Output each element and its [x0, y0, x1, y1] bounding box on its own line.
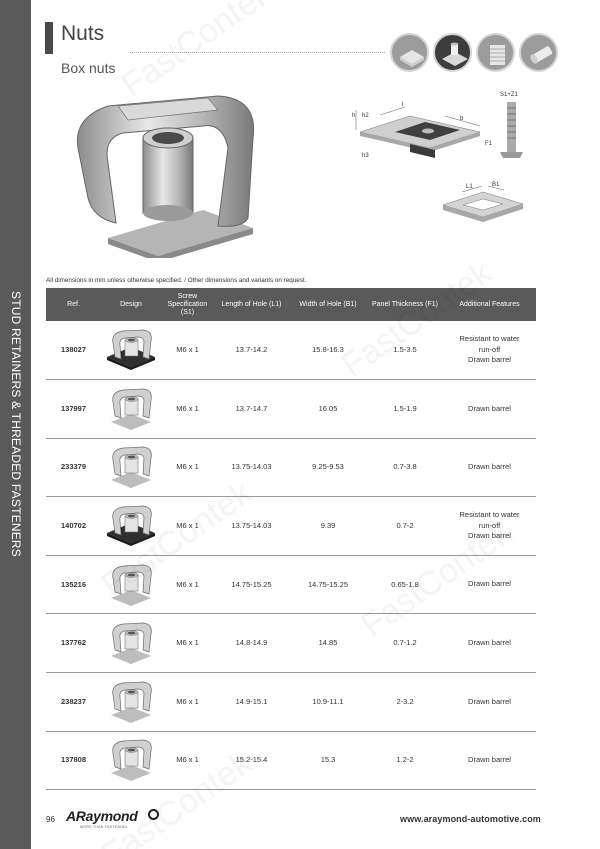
hole-length-cell: 15.2-15.4 — [214, 731, 289, 790]
features-cell — [443, 614, 536, 673]
table-row — [46, 497, 536, 556]
column-header: Width of Hole (B1) — [289, 288, 367, 321]
table-header-row — [46, 288, 536, 321]
design-cell — [101, 438, 161, 497]
dim-label-l: l — [402, 102, 404, 108]
title-divider — [130, 52, 385, 53]
features-cell — [443, 321, 536, 380]
column-header: Design — [101, 288, 161, 321]
features-cell — [443, 731, 536, 790]
table-row — [46, 614, 536, 673]
brand-tagline: MORE THAN FASTENING — [80, 825, 128, 829]
column-header: Ref. — [46, 288, 101, 321]
feature-line: run-off — [478, 520, 501, 530]
box-nut-clip-image — [103, 386, 159, 432]
design-cell — [101, 731, 161, 790]
ref-cell: 140702 — [46, 497, 101, 556]
dim-label-f1: F1 — [485, 141, 493, 147]
dim-label-s1-z1: S1+Z1 — [500, 92, 518, 98]
table-row — [46, 438, 536, 497]
hole-width-cell: 15.8-16.3 — [289, 321, 367, 380]
screw-spec-cell: M6 x 1 — [161, 614, 214, 673]
page-title: Nuts — [61, 22, 105, 45]
hole-length-cell: 13.75-14.03 — [214, 438, 289, 497]
dim-label-h3: h3 — [362, 153, 369, 159]
hole-length-cell: 13.7-14.7 — [214, 380, 289, 439]
page-number: 96 — [46, 815, 55, 824]
ref-cell: 137808 — [46, 731, 101, 790]
panel-thickness-cell: 0.7-1.2 — [367, 614, 443, 673]
box-nut-clip-image — [103, 737, 159, 783]
box-nut-clip-image — [103, 562, 159, 608]
design-cell — [101, 497, 161, 556]
screw-spec-cell: M6 x 1 — [161, 380, 214, 439]
table-row — [46, 380, 536, 439]
features-cell — [443, 555, 536, 614]
box-nut-clip-image — [103, 679, 159, 725]
hole-length-cell: 14.75-15.25 — [214, 555, 289, 614]
table-body — [46, 321, 536, 790]
brand-logo: ARaymond — [66, 808, 138, 824]
feature-line: Drawn barrel — [468, 755, 511, 765]
features-cell — [443, 497, 536, 556]
title-accent-bar — [45, 22, 53, 54]
hole-width-cell: 9.39 — [289, 497, 367, 556]
hole-width-cell: 15.3 — [289, 731, 367, 790]
hole-length-cell: 13.7-14.2 — [214, 321, 289, 380]
hole-width-cell: 14.85 — [289, 614, 367, 673]
hole-width-cell: 14.75-15.25 — [289, 555, 367, 614]
features-cell — [443, 438, 536, 497]
feature-line: Resistant to water — [459, 334, 520, 344]
panel-thickness-cell: 0.65-1.8 — [367, 555, 443, 614]
panel-thickness-cell: 0.7-2 — [367, 497, 443, 556]
table-row — [46, 731, 536, 790]
box-nut-dark-base-image — [103, 503, 159, 549]
dim-label-h2: h2 — [362, 113, 369, 119]
feature-line: Drawn barrel — [468, 462, 511, 472]
screw-spec-cell: M6 x 1 — [161, 555, 214, 614]
table-row — [46, 673, 536, 732]
feature-line: Drawn barrel — [468, 579, 511, 589]
features-cell — [443, 673, 536, 732]
ref-cell: 233379 — [46, 438, 101, 497]
dim-label-b: b — [460, 116, 464, 122]
hole-length-cell: 14.8-14.9 — [214, 614, 289, 673]
table-row — [46, 555, 536, 614]
panel-thickness-cell: 1.5-3.5 — [367, 321, 443, 380]
feature-line: Drawn barrel — [468, 355, 511, 365]
design-cell — [101, 321, 161, 380]
hole-width-cell: 9.25-9.53 — [289, 438, 367, 497]
hole-width-cell: 10.9-11.1 — [289, 673, 367, 732]
dim-label-b1: B1 — [492, 182, 500, 188]
ref-cell: 135216 — [46, 555, 101, 614]
feature-line: Drawn barrel — [468, 696, 511, 706]
box-nut-hero-image — [68, 88, 268, 258]
nut-icon — [433, 33, 472, 72]
panel-icon — [390, 33, 429, 72]
column-header: Panel Thickness (F1) — [367, 288, 443, 321]
feature-line: run-off — [478, 344, 501, 354]
column-header: Screw Specification (S1) — [161, 288, 214, 321]
features-cell — [443, 380, 536, 439]
side-section-label: STUD RETAINERS & THREADED FASTENERS — [9, 291, 23, 557]
hole-length-cell: 13.75-14.03 — [214, 497, 289, 556]
dimension-diagram — [350, 90, 540, 180]
dim-label-l1: L1 — [466, 184, 473, 190]
ref-cell: 238237 — [46, 673, 101, 732]
side-band — [0, 0, 31, 849]
hole-length-cell: 14.9-15.1 — [214, 673, 289, 732]
feature-line: Drawn barrel — [468, 403, 511, 413]
feature-line: Drawn barrel — [468, 638, 511, 648]
hole-width-cell: 16.05 — [289, 380, 367, 439]
design-cell — [101, 555, 161, 614]
threaded-fastener-icon — [476, 33, 515, 72]
screw-spec-cell: M6 x 1 — [161, 438, 214, 497]
dimensions-footnote: All dimensions in mm unless otherwise specified. / Other dimensions and variants on request. — [46, 277, 307, 284]
panel-thickness-cell: 2-3.2 — [367, 673, 443, 732]
feature-line: Drawn barrel — [468, 531, 511, 541]
stud-icon — [519, 33, 558, 72]
screw-spec-cell: M6 x 1 — [161, 321, 214, 380]
box-nut-clip-image — [103, 444, 159, 490]
box-nut-clip-image — [103, 620, 159, 666]
design-cell — [101, 673, 161, 732]
category-icons — [390, 33, 558, 72]
brand-logo-icon — [148, 809, 159, 820]
website-link[interactable]: www.araymond-automotive.com — [400, 814, 541, 824]
box-nut-dark-base-image — [103, 327, 159, 373]
ref-cell: 138027 — [46, 321, 101, 380]
page-subtitle: Box nuts — [61, 60, 116, 76]
panel-thickness-cell: 0.7-3.8 — [367, 438, 443, 497]
spec-table — [46, 288, 536, 790]
column-header: Additional Features — [443, 288, 536, 321]
screw-spec-cell: M6 x 1 — [161, 497, 214, 556]
ref-cell: 137997 — [46, 380, 101, 439]
panel-thickness-cell: 1.2-2 — [367, 731, 443, 790]
panel-thickness-cell: 1.5-1.9 — [367, 380, 443, 439]
screw-spec-cell: M6 x 1 — [161, 731, 214, 790]
design-cell — [101, 614, 161, 673]
design-cell — [101, 380, 161, 439]
dim-label-h: h — [352, 113, 356, 119]
panel-hole-diagram — [438, 180, 528, 230]
ref-cell: 137762 — [46, 614, 101, 673]
feature-line: Resistant to water — [459, 510, 520, 520]
table-row — [46, 321, 536, 380]
column-header: Length of Hole (L1) — [214, 288, 289, 321]
screw-spec-cell: M6 x 1 — [161, 673, 214, 732]
